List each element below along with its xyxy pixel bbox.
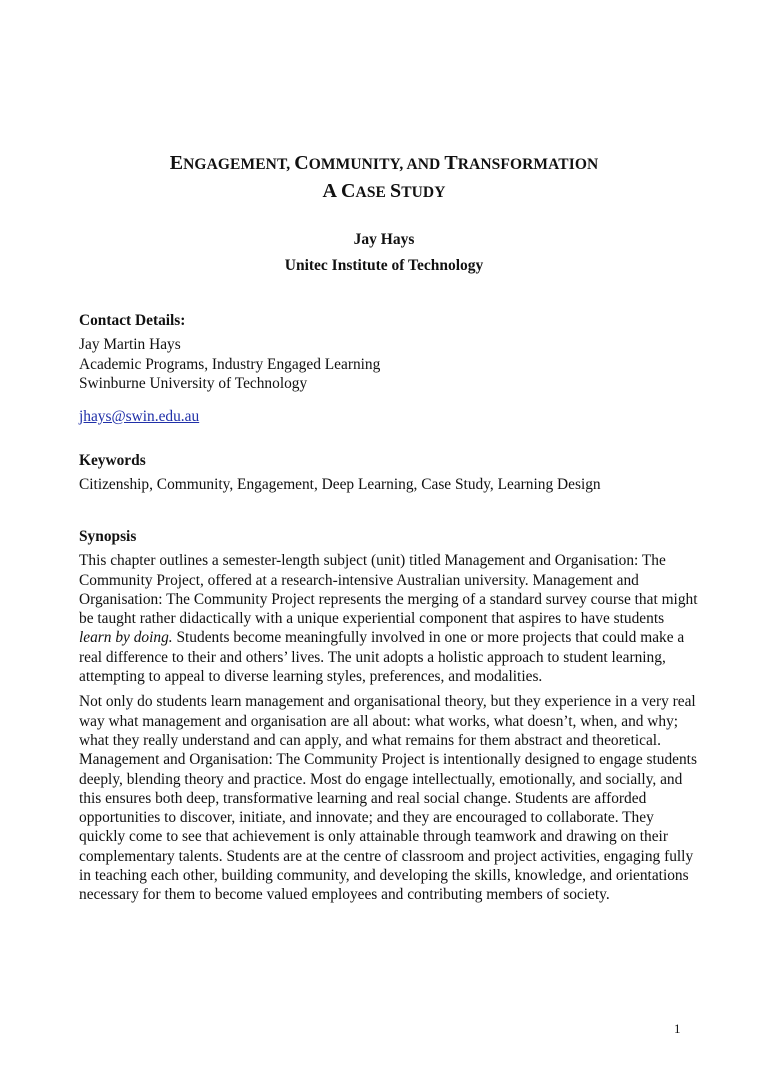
title-rest: NGAGEMENT, [183, 156, 295, 173]
title-rest: ASE [355, 184, 390, 201]
title-cap: S [389, 180, 402, 202]
title-line-2 [0, 180, 768, 203]
synopsis-p1-emphasis: learn by doing. [79, 629, 173, 647]
keywords-text: Citizenship, Community, Engagement, Deep Learning, Case Study, Learning Design [79, 476, 601, 494]
title-rest: OMMUNITY, AND [308, 156, 445, 173]
author-institution: Unitec Institute of Technology [284, 257, 484, 274]
title-line-1 [0, 152, 768, 175]
contact-email-link[interactable]: jhays@swin.edu.au [79, 408, 200, 425]
title-cap: T [444, 152, 458, 174]
contact-details [79, 311, 699, 393]
page-number: 1 [674, 1021, 681, 1036]
title-rest: TUDY [401, 184, 446, 201]
synopsis-section [79, 527, 699, 911]
title-cap: E [169, 152, 184, 174]
keywords-section [79, 451, 699, 495]
synopsis-paragraph-1 [79, 551, 699, 686]
synopsis-p1-text: This chapter outlines a semester-length subject (unit) titled Management and Organisation: The Community Project, offered at a research-intensive Australian university. Management and Organisation: The Community Project represents the merging of a standard survey course that might be taught rather didactically with a unique experiential component that aspires to have students [79, 552, 698, 628]
title-cap: C [294, 152, 309, 174]
author-name: Jay Hays [353, 231, 415, 248]
contact-department: Academic Programs, Industry Engaged Learning [79, 355, 381, 373]
title-cap: A [322, 180, 337, 202]
title-cap: C [340, 180, 356, 202]
synopsis-heading: Synopsis [79, 528, 137, 545]
contact-heading: Contact Details: [79, 312, 186, 329]
synopsis-p1-text-end: Students become meaningfully involved in one or more projects that could make a real difference to their and others’ lives. The unit adopts a holistic approach to student learning, attempting to appeal to diverse learning styles, preferences, and modalities. [79, 629, 685, 686]
keywords-heading: Keywords [79, 452, 146, 469]
contact-university: Swinburne University of Technology [79, 374, 308, 392]
synopsis-paragraph-2: Not only do students learn management and organisational theory, but they experience in a very real way what management and organisation are all about: what works, what doesn’t, when, and why; what they really understand and can apply, and what remains for them abstract and theoretical. Management and Organisation: The Community Project is intentionally designed to engage students deeply, blending theory and practice. Most do engage intellectually, emotionally, and socially, and this ensures both deep, transformative learning and real social change. Students are afforded opportunities to discover, initiate, and innovate; and they are encouraged to collaborate. They quickly come to see that achievement is only attainable through teamwork and drawing on their complementary talents. Students are at the centre of classroom and project activities, engaging fully in teaching each other, building community, and developing the skills, knowledge, and orientations necessary for them to become valued employees and contributing members of society. [79, 693, 697, 904]
contact-name: Jay Martin Hays [79, 336, 181, 354]
title-rest: RANSFORMATION [457, 156, 599, 173]
